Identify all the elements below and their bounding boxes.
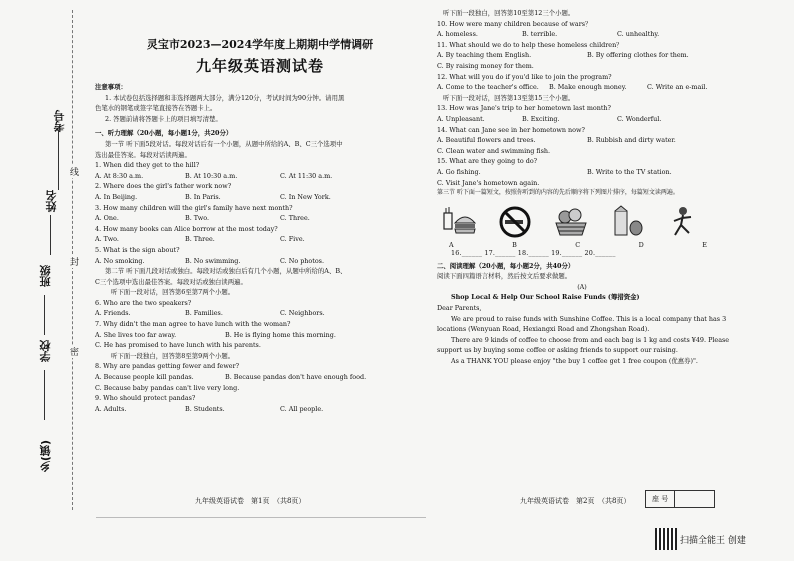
passage-greeting: Dear Parents, (437, 304, 482, 313)
option: A. In Beijing. (95, 192, 138, 201)
segment-4-instructions: 听下面一段对话，回答第13至第15三个小题。 (443, 93, 575, 102)
option: A. Beautiful flowers and trees. (437, 136, 536, 145)
segment-1-instructions: 听下面一段对话，回答第6至第7两个小题。 (111, 288, 235, 297)
picture-letter: D (638, 240, 644, 249)
town-label: 乡(镇) (39, 440, 52, 473)
picture-letters (449, 241, 707, 249)
option: A. At 8:30 a.m. (95, 171, 144, 180)
milk-egg-icon (609, 205, 645, 239)
name-line (50, 215, 51, 255)
seat-number-label: 座 号 (646, 491, 675, 507)
scanner-watermark: 扫描全能王 创建 (680, 536, 746, 546)
notice-1b: 色笔水的钢笔或签字笔直接答在答题卡上。 (95, 104, 217, 113)
passage-paragraph-2b: support us by buying some coffee or asking friends to support our raising. (437, 346, 678, 355)
question-7: 7. Why didn't the man agree to have lunch with the woman? (95, 320, 291, 329)
picture-letter: B (512, 240, 517, 249)
option: C. No photos. (280, 256, 324, 265)
question-8: 8. Why are pandas getting fewer and fewer? (95, 362, 240, 371)
question-14: 14. What can Jane see in her hometown now? (437, 125, 585, 134)
question-11: 11. What should we do to help these homeless children？ (437, 40, 623, 49)
exam-no-line (58, 130, 59, 190)
option: B. He is flying home this morning. (225, 330, 336, 339)
option: A. Go fishing. (437, 167, 481, 176)
option: C. Write an e-mail. (647, 83, 708, 92)
question-12-options (437, 82, 727, 93)
question-8-option-c: C. Because baby pandas can't live very long. (95, 383, 240, 392)
school-label: 学校 (39, 340, 52, 362)
option: B. By offering clothes for them. (587, 51, 689, 60)
page-1-bottom-rule (96, 517, 426, 518)
question-7-option-c: C. He has promised to have lunch with his parents. (95, 341, 261, 350)
school-line (44, 370, 45, 420)
option: A. By teaching them English. (437, 51, 532, 60)
option: B. Two. (185, 214, 210, 223)
passage-paragraph-2: There are 9 kinds of coffee to choose from and each bag is 1 kg and costs ¥49. Please (451, 335, 730, 344)
seal-mark-2: 封 (70, 255, 79, 268)
section-2-heading: 二、阅读理解（20小题，每小题2分，共40分） (437, 261, 575, 270)
option: B. Families. (185, 309, 223, 318)
question-6-options (95, 308, 425, 319)
question-11-options (437, 50, 727, 61)
option: A. Because people kill pandas. (95, 373, 194, 382)
option: C. In New York. (280, 192, 331, 201)
question-12: 12. What will you do if you'd like to join the program? (437, 72, 612, 81)
option: B. Make enough money. (549, 83, 627, 92)
question-6: 6. Who are the two speakers? (95, 298, 192, 307)
option: A. She lives too far away. (95, 330, 177, 339)
page-1-footer: 九年级英语试卷 第1页 （共8页） (195, 497, 306, 505)
part-2-instructions-b: C三个选项中选出最佳答案。每段对话或独白读两遍。 (95, 277, 247, 286)
question-15-options (437, 167, 727, 178)
notice-1: 1. 本试卷包括选择题和非选择题两大部分，满分120分，考试时间为90分钟。请用黑 (105, 93, 345, 102)
passage-paragraph-1b: locations (Wenyuan Road, Hexiangxi Road and Zhongshan Road). (437, 325, 650, 334)
passage-label: (A) (577, 282, 587, 291)
page-1 (95, 8, 425, 528)
name-label: 姓名 (45, 190, 58, 212)
question-15: 15. What are they going to do? (437, 157, 538, 166)
question-2: 2. Where does the girl's father work now? (95, 182, 232, 191)
option: B. Because pandas don't have enough food. (225, 373, 367, 382)
question-1: 1. When did they get to the hill? (95, 161, 200, 170)
question-9-options (95, 404, 425, 415)
question-13-options (437, 114, 727, 125)
qr-code-icon (655, 528, 677, 550)
option: C. Five. (280, 235, 305, 244)
option: A. No smoking. (95, 256, 145, 265)
part-2-instructions: 第二节 听下面几段对话或独白。每段对话或独白后有几个小题，从题中所给的A、B、 (105, 267, 347, 276)
question-9: 9. Who should protect pandas? (95, 394, 196, 403)
option: A. homeless. (437, 30, 478, 39)
part-1-instructions-b: 选出最佳答案。每段对话读两遍。 (95, 150, 191, 159)
notice-2: 2. 答题前请将答题卡上的项目填写清楚。 (105, 114, 222, 123)
option: B. At 10:30 a.m. (185, 171, 238, 180)
option: C. All people. (280, 404, 324, 413)
option: C. Three. (280, 214, 310, 223)
segment-2-instructions: 听下面一段独白，回答第8至第9两个小题。 (111, 351, 235, 360)
question-14-option-c: C. Clean water and swimming fish. (437, 146, 551, 155)
exam-no-label: 考号 (53, 110, 66, 132)
section-2-description: 阅读下面四篇语言材料，然后按文后要求做题。 (437, 272, 572, 281)
seal-mark-1: 线 (70, 165, 79, 178)
question-5: 5. What is the sign about? (95, 245, 180, 254)
class-line (44, 295, 45, 335)
exam-subtitle: 九年级英语测试卷 (195, 57, 324, 75)
option: C. Neighbors. (280, 309, 325, 318)
picture-letter: E (702, 240, 707, 249)
fruit-basket-icon (553, 205, 589, 239)
option: A. Adults. (95, 404, 127, 413)
picture-row (441, 205, 701, 239)
exam-title: 灵宝市2023—2024学年度上期期中学情调研 (146, 38, 374, 51)
part-1-instructions: 第一节 听下面5段对话。每段对话后有一个小题，从题中所给的A、B、C三个选项中 (105, 139, 343, 148)
question-3-options (95, 213, 425, 224)
no-smoking-icon (497, 205, 533, 239)
option: B. No swimming. (185, 256, 241, 265)
seat-number-box (645, 490, 715, 508)
picture-letter: A (449, 240, 454, 249)
passage-paragraph-3: As a THANK YOU please enjoy "the buy 1 coffee get 1 free coupon (优惠券)". (451, 357, 698, 366)
burger-fries-icon (441, 205, 477, 239)
question-3: 3. How many children will the girl's family have next month? (95, 203, 293, 212)
option: B. terrible. (522, 30, 558, 39)
seal-mark-3: 密 (70, 345, 79, 358)
question-13: 13. How was Jane's trip to her hometown last month? (437, 104, 611, 113)
option: A. Friends. (95, 309, 131, 318)
option: B. Exciting. (522, 114, 560, 123)
answer-blanks: 16.______ 17.______ 18.______ 19.______ 20.______ (451, 248, 616, 257)
running-girl-icon (665, 205, 701, 239)
question-10: 10. How were many children because of wars？ (437, 19, 592, 28)
question-5-options (95, 256, 425, 267)
option: A. Two. (95, 235, 119, 244)
option: B. Students. (185, 404, 225, 413)
option: A. One. (95, 214, 119, 223)
option: A. Come to the teacher's office. (437, 83, 539, 92)
section-1-heading: 一、听力理解（20小题，每小题1分，共20分） (95, 129, 233, 138)
passage-title: Shop Local & Help Our School Raise Funds (筹措资金) (451, 293, 640, 302)
page-2 (437, 8, 730, 528)
question-8-options (95, 372, 425, 383)
passage-paragraph-1: We are proud to raise funds with Sunshine Coffee. This is a local company that has 3 (451, 314, 727, 323)
option: B. In Paris. (185, 192, 221, 201)
question-4: 4. How many books can Alice borrow at the most today? (95, 224, 278, 233)
option: B. Three. (185, 235, 215, 244)
option: C. Wonderful. (617, 114, 662, 123)
binding-strip (0, 0, 92, 520)
option: B. Write to the TV station. (587, 167, 672, 176)
question-11-option-c: C. By raising money for them. (437, 61, 534, 70)
question-2-options (95, 192, 425, 203)
notice-title: 注意事项： (95, 83, 127, 91)
class-label: 班级 (39, 265, 52, 287)
segment-3-instructions: 听下面一段独白，回答第10至第12三个小题。 (443, 9, 575, 17)
option: C. unhealthy. (617, 30, 660, 39)
question-4-options (95, 234, 425, 245)
question-10-options (437, 29, 727, 40)
option: A. Unpleasant. (437, 114, 485, 123)
option: C. At 11:30 a.m. (280, 171, 333, 180)
picture-letter: C (575, 240, 581, 249)
question-14-options (437, 135, 727, 146)
question-15-option-c: C. Visit Jane's hometown again. (437, 178, 540, 187)
page-2-footer: 九年级英语试卷 第2页 （共8页） (520, 497, 631, 505)
question-1-options (95, 171, 425, 182)
question-7-options (95, 330, 425, 341)
part-3-instructions: 第三节 听下面一篇短文，按照你听到的内容的先后顺序将下列图片排序，每篇短文读两遍。 (437, 189, 679, 197)
option: B. Rubbish and dirty water. (587, 136, 676, 145)
